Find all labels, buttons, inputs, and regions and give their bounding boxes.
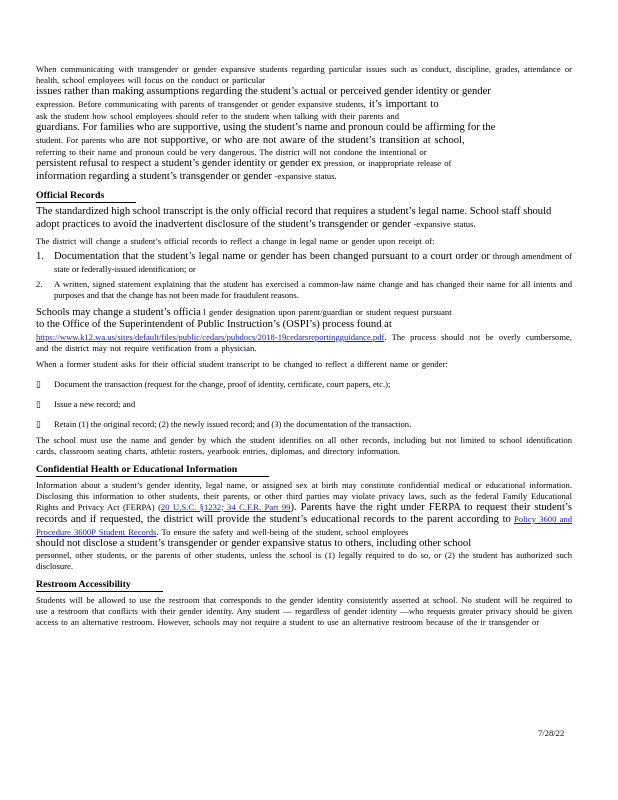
paragraph-communicating [36,64,572,86]
text-span: are not supportive, or who are not aware of the student’s transition at school, [127,134,465,146]
text-span: Schools may change a student’s officia [36,306,201,318]
paragraph-restroom: Students will be allowed to use the restroom that corresponds to the gender identity consistently asserted at school. No student will be required to use a restroom that conflicts with their gender identity. Any student — regardless of gender identity —who requests greater privacy should be given access to an alternative restroom. However, schools may not require a student to use an alternative restroom because of the ir transgender or [36,595,572,627]
policy-3600-link[interactable]: Policy 3600 and Procedure 3600P Student Records [36,514,573,537]
paragraph-transcript [36,206,572,231]
paragraph-ospi [36,307,572,320]
text-span: student. For parents who [36,134,124,145]
bullet-icon: ▯ [36,398,41,409]
paragraph-former-student: When a former student asks for their official student transcript to be changed to reflect a different name or gender: [36,358,448,369]
text-line [36,171,572,184]
list-item [36,251,572,275]
text-line: ask the student how school employees should refer to the student when talking with their parents and [36,111,400,121]
text-line [36,99,572,112]
ospi-guidance-link[interactable]: https://www.k12.wa.us/sites/default/files/public/cedars/pubdocs/2018-19cedarsreportingguidance.pdf [36,331,385,342]
text-span: Documentation that the student’s legal name or gender has been changed pursuant to a court order or [54,251,490,262]
heading-official-records: Official Records [36,189,136,203]
text-span: pression, or inappropriate release of [324,158,452,168]
text-span: . To ensure the safety and well-being of the student, school employees [156,526,409,537]
text-span: information regarding a student’s transgender or gender [36,170,272,182]
bullet-text: Retain (1) the original record; (2) the newly issued record; and (3) the documentation of the transaction. [54,418,412,429]
bullet-icon: ▯ [36,418,41,429]
bullet-text: Issue a new record; and [54,398,136,409]
text-line: issues rather than making assumptions regarding the student’s actual or perceived gender identity or gender [36,86,491,97]
heading-restroom-accessibility: Restroom Accessibility [36,578,163,592]
text-span: it’s important to [368,98,439,110]
text-span: expression. Before communicating with parents of transgender or gender expansive students, [36,98,366,109]
text-line [36,332,572,354]
list-item [36,279,572,301]
bullet-item [36,379,572,390]
paragraph-confidential [36,480,572,538]
text-line: guardians. For families who are supportive, using the student’s name and pronoun could be affirming for the [36,122,496,133]
paragraph-record-change: The district will change a student’s official records to reflect a change in legal name or gender upon receipt of: [36,236,435,246]
text-line: to the Office of the Superintendent of Public Instruction’s (OSPI’s) process found at [36,319,392,330]
text-line: should not disclose a student’s transgender or gender expansive status to others, including other school [36,537,472,549]
list-number: 1. [36,251,44,262]
text-span: through amendment of state or federally-issued identification; or [54,251,573,274]
text-line [36,158,572,171]
text-span: When communicating with transgender or gender expansive students regarding particular issues such as conduct, discipline, grades, attendance or health, school employees will focus on the conduct or particular [36,64,572,85]
bullet-text: Document the transaction (request for the change, proof of identity, certificate, court papers, etc.); [54,378,391,389]
text-span: persistent refusal to respect a student’s gender identity or gender ex [36,158,322,169]
paragraph-school-use: The school must use the name and gender by which the student identifies on all other records, including but not limited to school identification cards, classroom seating charts, athletic rosters, yearbook entries, diplomas, and directory information. [36,434,572,456]
text-span: Information about a student’s gender identity, legal name, or assigned sex at birth may constitute confidential medical or educational information. Disclosing this information to other students, their parents, or other third parties may violate privacy laws, such as the federal Family Educational Rights and Privacy Act (FERPA) ( [36,479,572,512]
text-line: referring to their name and pronoun could be very dangerous. The district will not condone the intentional or [36,147,427,157]
text-span: . The process should not be overly cumbersome, and the district may not require verification from a physician. [36,331,572,353]
text-span: -expansive status. [274,170,337,181]
heading-confidential-information: Confidential Health or Educational Information [36,463,269,477]
text-line [36,135,572,148]
text-line: personnel, other students, or the parents of other students, unless the school is (1) legally required to do so, or (2) the student has authorized such disclosure. [36,550,572,571]
text-span: The standardized high school transcript is the only official record that requires a student’s legal name. School staff should adopt practices to avoid the inadvertent disclosure of the student’s transgender or gender [36,206,552,230]
text-span: ). Parents have the right under FERPA to request their student’s records and if requested, the district will provide the student’s educational records to the parent according to [36,501,572,525]
ferpa-statute-link[interactable]: 20 U.S.C. §1232; 34 C.F.R. Part 99 [160,501,291,512]
document-page [36,64,572,628]
bullet-item [36,419,572,430]
list-text: A written, signed statement explaining that the student has exercised a common-law name change and has changed their name for all intents and purposes and that the change has not been made for fraudulent reasons. [54,278,572,300]
footer-date: 7/28/22 [538,728,565,738]
bullet-item [36,399,572,410]
text-span: l gender designation upon parent/guardian or student request pursuant [203,306,452,317]
bullet-icon: ▯ [36,378,41,389]
list-number: 2. [36,278,43,289]
text-span: -expansive status. [413,218,476,229]
